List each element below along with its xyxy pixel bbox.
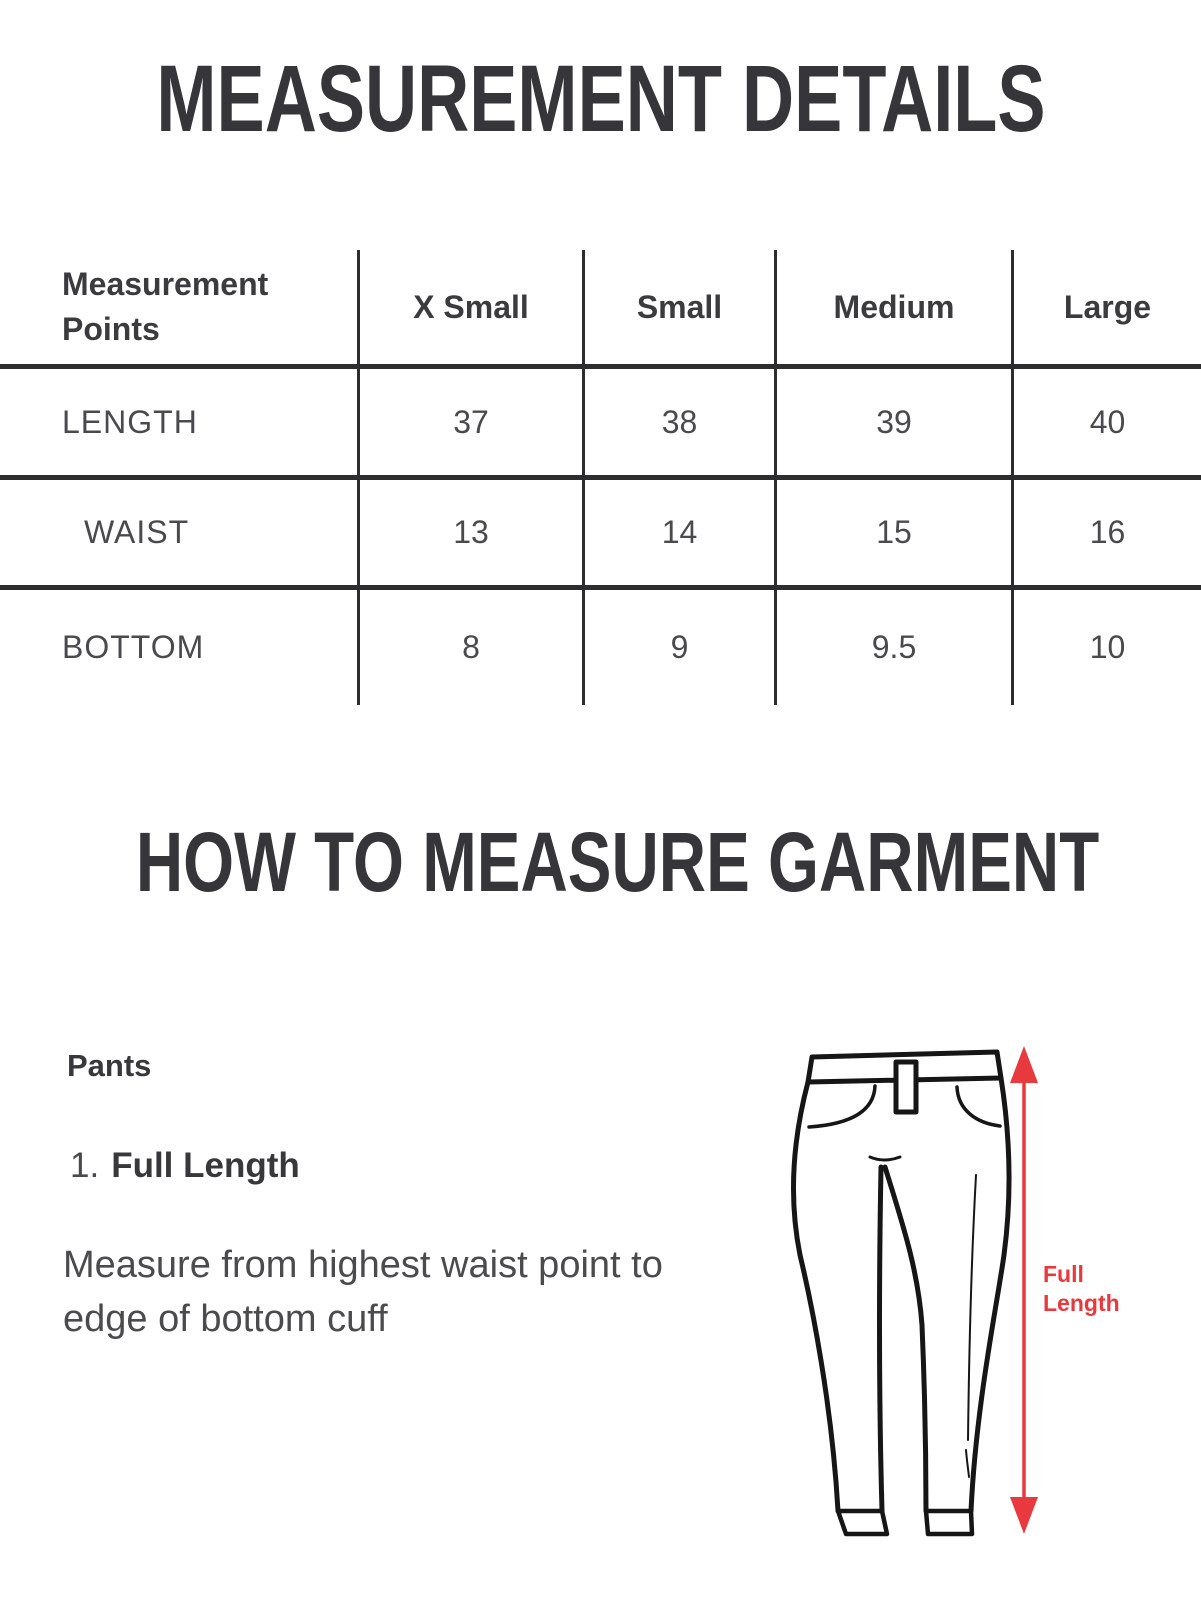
table-cell-bottom-large: 10 xyxy=(1011,590,1201,705)
section-title-text: HOW TO MEASURE GARMENT xyxy=(135,815,1100,909)
pants-crease-line xyxy=(968,1175,976,1440)
full-length-arrow-label xyxy=(1043,1260,1120,1318)
table-header-large: Large xyxy=(1011,250,1201,369)
pants-right-inseam xyxy=(885,1167,926,1511)
table-cell-length-medium: 39 xyxy=(774,369,1011,480)
full-length-arrow-label-line2: Length xyxy=(1043,1290,1120,1316)
table-cell-waist-medium: 15 xyxy=(774,480,1011,590)
table-header-small: Small xyxy=(582,250,774,369)
page-title-text: MEASUREMENT DETAILS xyxy=(155,46,1046,152)
full-length-arrow-top-head xyxy=(1010,1046,1038,1083)
full-length-arrow-label-line1: Full xyxy=(1043,1261,1084,1287)
table-cell-length-xsmall: 37 xyxy=(357,369,582,480)
full-length-arrow-bottom-head xyxy=(1010,1497,1038,1534)
table-header-x-small: X Small xyxy=(357,250,582,369)
pants-crotch-line xyxy=(870,1157,900,1160)
pants-right-cuff xyxy=(926,1511,972,1534)
pants-crease-line-2 xyxy=(966,1450,969,1477)
table-cell-waist-large: 16 xyxy=(1011,480,1201,590)
pants-left-cuff xyxy=(838,1511,887,1534)
table-cell-length-large: 40 xyxy=(1011,369,1201,480)
size-table xyxy=(0,250,1201,705)
table-header-medium: Medium xyxy=(774,250,1011,369)
table-cell-bottom-medium: 9.5 xyxy=(774,590,1011,705)
pants-right-outer-seam xyxy=(971,1078,1009,1511)
pants-belt-loop xyxy=(896,1062,916,1112)
table-cell-waist-xsmall: 13 xyxy=(357,480,582,590)
step-number: 1. xyxy=(70,1146,100,1185)
table-cell-length-small: 38 xyxy=(582,369,774,480)
step-title-line xyxy=(70,1146,300,1186)
table-cell-bottom-xsmall: 8 xyxy=(357,590,582,705)
pants-right-pocket xyxy=(957,1087,1000,1126)
step-description: Measure from highest waist point to edge of bottom cuff xyxy=(63,1244,663,1340)
section-title xyxy=(0,815,1201,909)
table-cell-bottom-small: 9 xyxy=(582,590,774,705)
table-row-label-waist: WAIST xyxy=(0,480,357,590)
table-row-label-length: LENGTH xyxy=(0,369,357,480)
pants-left-inseam xyxy=(880,1167,882,1511)
table-cell-waist-small: 14 xyxy=(582,480,774,590)
table-header-measurement-points: Measurement Points xyxy=(0,250,357,369)
pants-left-outer-seam xyxy=(794,1082,838,1511)
pants-left-pocket xyxy=(809,1086,875,1127)
table-row-label-bottom: BOTTOM xyxy=(62,629,205,665)
step-title: Full Length xyxy=(111,1146,300,1185)
garment-type-label: Pants xyxy=(67,1048,152,1083)
page-title xyxy=(0,46,1201,152)
